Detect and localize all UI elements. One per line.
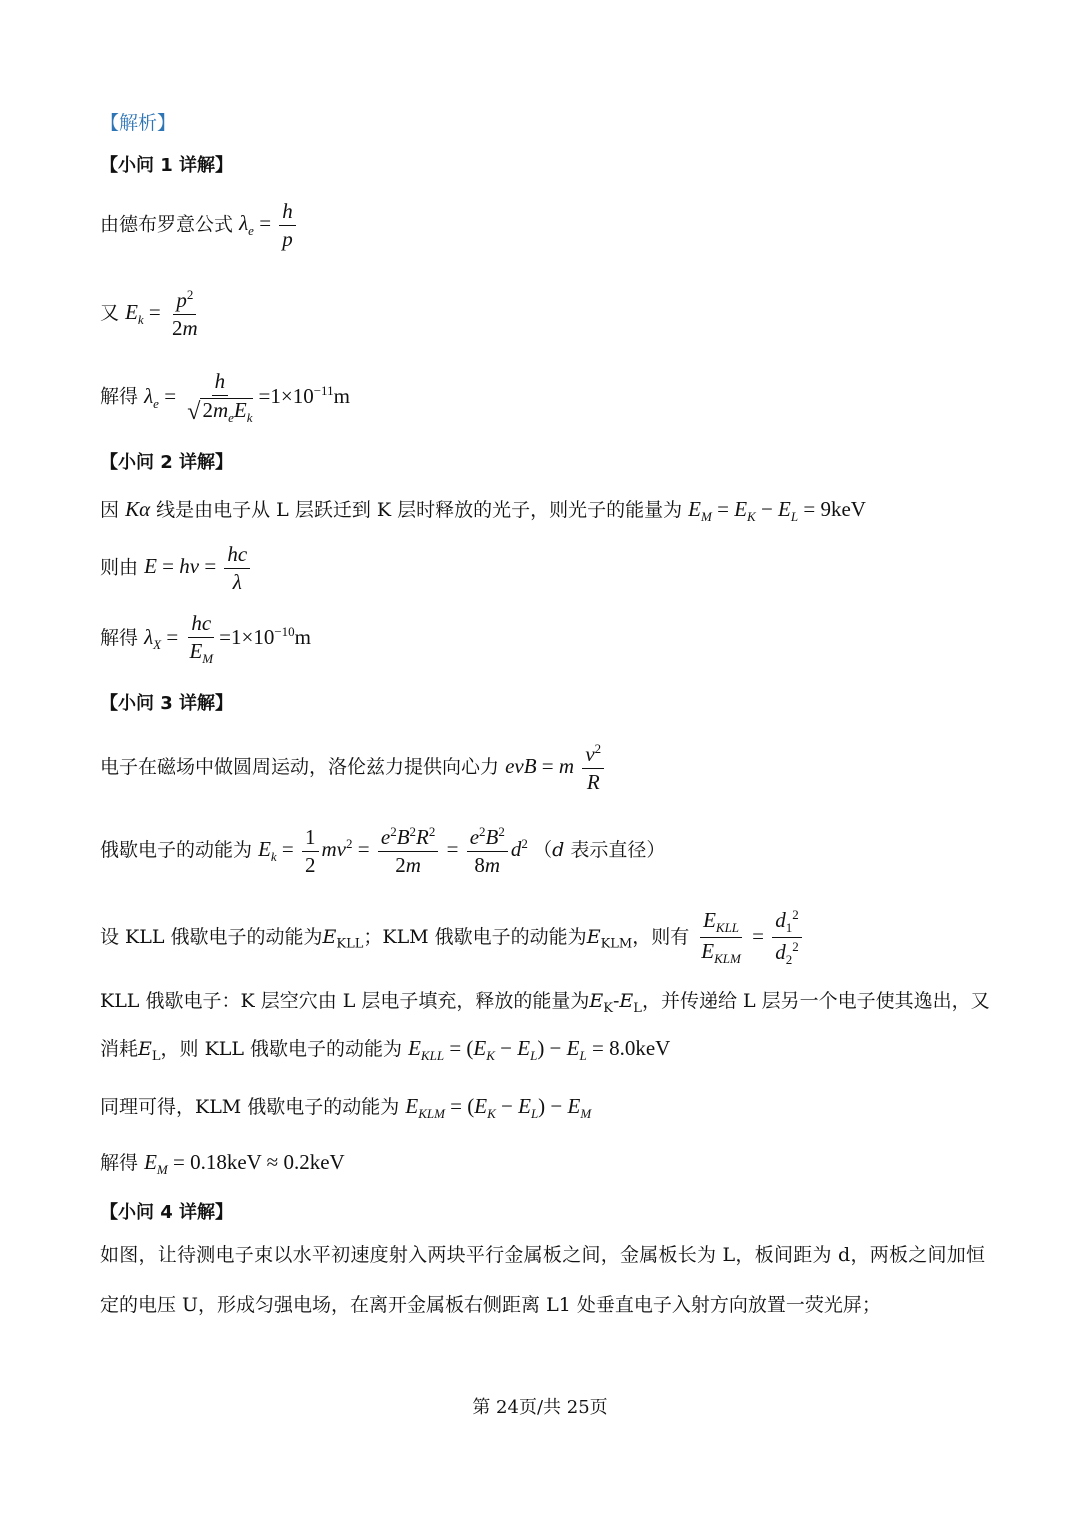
q3-heading: 【小问 3 详解】 <box>100 693 234 714</box>
formula-planck: E = hν = $\frac{hc}{\lambda}$ <box>144 554 253 578</box>
q3-line-lorentz <box>100 742 607 794</box>
formula-kll-energy: $E_{KLL} = (E_K - E_L) - E_L = 8.0keV$ <box>408 1036 671 1064</box>
q1-line-de-broglie <box>100 200 299 251</box>
q1-l2-text: 又 <box>100 301 120 324</box>
formula-wavelength-electron: $\lambda_e$ = $\frac{h}{√2m_eE_k}$ $=1\times 10^{-11}m$ <box>144 369 350 426</box>
q3-l3-text-a: 设 KLL 俄歇电子的动能为 <box>100 925 323 948</box>
q2-l1-pre: 因 <box>100 499 120 521</box>
q3-l2-text: 俄歇电子的动能为 <box>100 838 253 861</box>
q1-l3-text: 解得 <box>100 385 139 408</box>
q3-l7-text: 解得 <box>100 1152 139 1174</box>
q2-l1-mid: 线是由电子从 L 层跃迁到 K 层时释放的光子，则光子的能量为 <box>156 499 683 521</box>
q3-line-auger-energy: 俄歇电子的动能为 $E_k$ = $\frac{1}{2}$ $mv^2$ = $\frac{e^2B^2R^2}{2m}$ = $\frac{e^2B^2}{8m}$ $d^2$ （d 表示直径） <box>100 824 666 878</box>
q3-l5-text: 消耗 <box>100 1038 139 1060</box>
page-footer: 第 24页/共 25页 <box>472 1397 608 1418</box>
analysis-heading: 【解析】 <box>100 112 177 134</box>
q2-line-solution <box>100 612 311 667</box>
k-alpha-symbol: Kα <box>125 497 151 521</box>
q3-l6-text: 同理可得，KLM 俄歇电子的动能为 <box>100 1096 400 1118</box>
formula-lorentz: evB = m $\frac{v^2}{R}$ <box>505 754 607 778</box>
formula-de-broglie: $\lambda_e$ = $\frac{h}{p}$ <box>239 211 299 235</box>
formula-wavelength-xray: $\lambda_X$ = $\frac{hc}{E_M}$ $=1\times 10^{-10}m$ <box>144 611 312 667</box>
q3-l4-text-b: ，并传递给 L 层另一个电子使其逸出，又 <box>641 990 990 1012</box>
q3-l5-text-b: ，则 KLL 俄歇电子的动能为 <box>160 1038 403 1060</box>
q2-line-photon <box>100 497 866 525</box>
q3-l4-text: KLL 俄歇电子：K 层空穴由 L 层电子填充，释放的能量为 <box>100 990 590 1012</box>
formula-energy-ratio: $\frac{E_{KLL}}{E_{KLM}}$ = $\frac{d_1^2}{d_2^2}$ <box>695 924 804 948</box>
q3-line-klm-energy <box>100 1094 591 1122</box>
q1-l1-text: 由德布罗意公式 <box>100 213 234 236</box>
q2-l3-text: 解得 <box>100 627 139 650</box>
formula-kinetic-energy: $E_k$ = $\frac{p^2}{2m}$ <box>125 287 198 341</box>
q2-l2-text: 则由 <box>100 556 139 579</box>
q2-heading: 【小问 2 详解】 <box>100 452 234 473</box>
q4-heading: 【小问 4 详解】 <box>100 1202 234 1223</box>
q1-line-solution <box>100 370 350 426</box>
q3-l3-text-c: ，则有 <box>632 925 690 948</box>
q3-l3-text-b: ；KLM 俄歇电子的动能为 <box>363 925 587 948</box>
q3-line-solution <box>100 1150 345 1178</box>
q4-paragraph: 如图，让待测电子束以水平初速度射入两块平行金属板之间，金属板长为 L，板间距为 d，两板之间加恒定的电压 U，形成匀强电场，在离开金属板右侧距离 L1 处垂直电子入射方向放置一荧光屏； <box>100 1244 985 1316</box>
q1-line-kinetic <box>100 288 204 340</box>
formula-em-result: $E_M = 0.18keV \approx 0.2keV$ <box>144 1150 345 1178</box>
formula-photon-energy: $E_M = E_K - E_L = 9keV$ <box>688 497 866 525</box>
q2-line-energy <box>100 543 253 594</box>
q3-line-kll-energy: 消耗$E_L$，则 KLL 俄歇电子的动能为 $E_{KLL} = (E_K - E_L) - E_L = 8.0keV$ <box>100 1036 671 1064</box>
q3-line-kll-process: KLL 俄歇电子：K 层空穴由 L 层电子填充，释放的能量为$E_K-E_L$，并传递给 L 层另一个电子使其逸出，又 <box>100 990 990 1016</box>
q3-l1-text: 电子在磁场中做圆周运动，洛伦兹力提供向心力 <box>100 755 500 778</box>
q3-line-ratio: 设 KLL 俄歇电子的动能为$E_{KLL}$；KLM 俄歇电子的动能为$E_{KLM}$，则有 $\frac{E_{KLL}}{E_{KLM}}$ = $\frac{d_1^2}{d_2^2}$ <box>100 908 805 968</box>
q1-heading: 【小问 1 详解】 <box>100 155 234 176</box>
formula-klm-energy: $E_{KLM} = (E_K - E_L) - E_M$ <box>405 1094 592 1122</box>
formula-auger-kinetic: $E_k$ = $\frac{1}{2}$ $mv^2$ = $\frac{e^2B^2R^2}{2m}$ = $\frac{e^2B^2}{8m}$ $d^2$ <box>258 824 528 878</box>
